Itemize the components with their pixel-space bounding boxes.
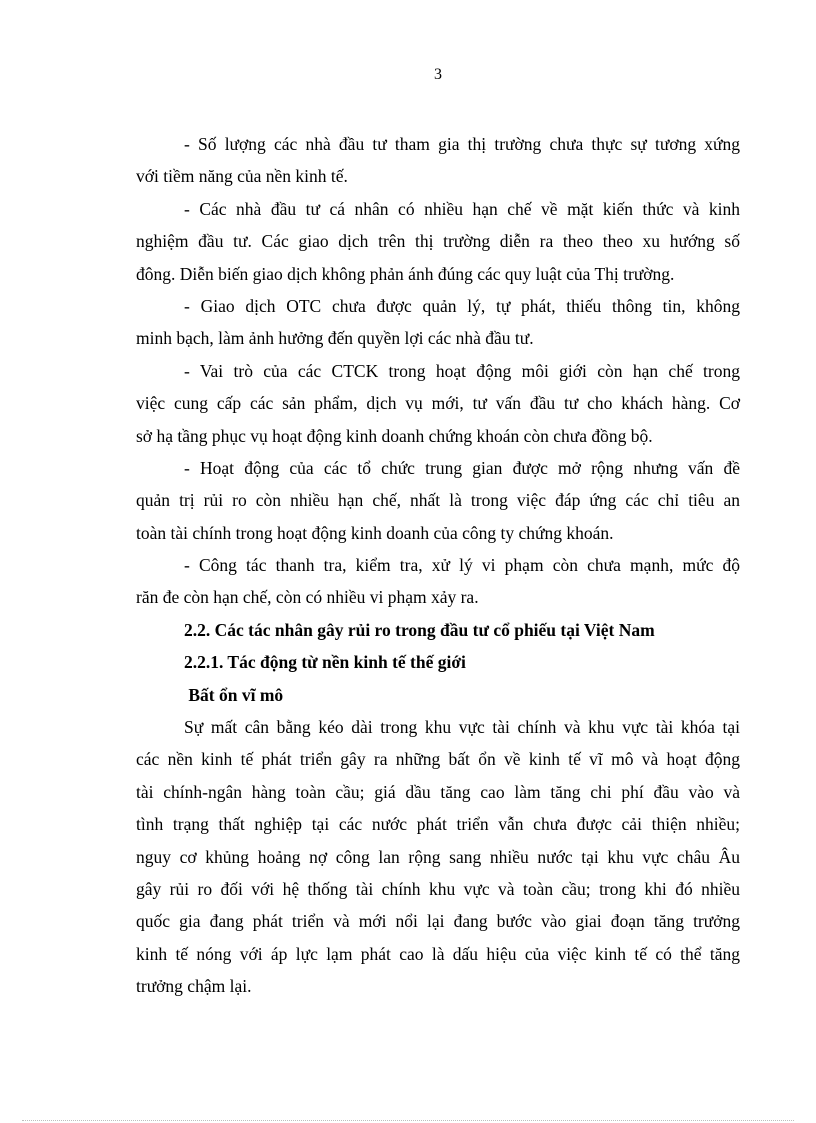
text-line: quốc gia đang phát triển và mới nổi lại đang bước vào giai đoạn tăng trưởng — [136, 911, 740, 932]
text-line: với tiềm năng của nền kinh tế. — [136, 166, 348, 187]
text-line: - Vai trò của các CTCK trong hoạt động môi giới còn hạn chế trong — [184, 360, 740, 381]
section-heading: 2.2. Các tác nhân gây rủi ro trong đầu tư cổ phiếu tại Việt Nam — [184, 619, 655, 640]
text-line: - Công tác thanh tra, kiểm tra, xử lý vi phạm còn chưa mạnh, mức độ — [184, 555, 740, 576]
text-line: - Giao dịch OTC chưa được quản lý, tự phát, thiếu thông tin, không — [184, 295, 740, 316]
page-number: 3 — [434, 66, 442, 83]
text-line: Sự mất cân bằng kéo dài trong khu vực tài chính và khu vực tài khóa tại — [184, 717, 740, 738]
footer-divider — [22, 1120, 794, 1121]
subsection-heading: 2.2.1. Tác động từ nền kinh tế thế giới — [184, 652, 466, 673]
text-line: các nền kinh tế phát triển gây ra những bất ổn về kinh tế vĩ mô và hoạt động — [136, 749, 740, 770]
text-line: nghiệm đầu tư. Các giao dịch trên thị trường diễn ra theo theo xu hướng số — [136, 231, 740, 252]
text-line: - Hoạt động của các tổ chức trung gian được mở rộng nhưng vấn đề — [184, 457, 740, 478]
text-line: tình trạng thất nghiệp tại các nước phát triển vẫn chưa được cải thiện nhiều; — [136, 814, 740, 835]
text-line: - Số lượng các nhà đầu tư tham gia thị trường chưa thực sự tương xứng — [184, 134, 740, 154]
text-line: kinh tế nóng với áp lực lạm phát cao là dấu hiệu của việc kinh tế có thể tăng — [136, 943, 740, 964]
text-line: trưởng chậm lại. — [136, 976, 252, 997]
text-line: nguy cơ khủng hoảng nợ công lan rộng sang nhiều nước tại khu vực châu Âu — [136, 846, 740, 867]
text-line: - Các nhà đầu tư cá nhân có nhiều hạn chế về mặt kiến thức và kinh — [184, 198, 740, 219]
text-line: toàn tài chính trong hoạt động kinh doanh của công ty chứng khoán. — [136, 522, 614, 543]
text-line: sở hạ tầng phục vụ hoạt động kinh doanh chứng khoán còn chưa đồng bộ. — [136, 425, 653, 446]
text-line: quản trị rủi ro còn nhiều hạn chế, nhất là trong việc đáp ứng các chỉ tiêu an — [136, 490, 740, 511]
document-body — [136, 128, 740, 1003]
text-line: gây rủi ro đối với hệ thống tài chính khu vực và toàn cầu; trong khi đó nhiều — [136, 878, 740, 899]
text-line: đông. Diễn biến giao dịch không phản ánh đúng các quy luật của Thị trường. — [136, 263, 675, 284]
text-line: minh bạch, làm ảnh hưởng đến quyền lợi các nhà đầu tư. — [136, 328, 534, 349]
text-line: việc cung cấp các sản phẩm, dịch vụ mới, tư vấn đầu tư cho khách hàng. Cơ — [136, 393, 740, 414]
text-line: tài chính-ngân hàng toàn cầu; giá dầu tăng cao làm tăng chi phí đầu vào và — [136, 781, 740, 802]
topic-heading: Bất ổn vĩ mô — [184, 684, 284, 705]
text-line: răn đe còn hạn chế, còn có nhiều vi phạm xảy ra. — [136, 587, 479, 608]
